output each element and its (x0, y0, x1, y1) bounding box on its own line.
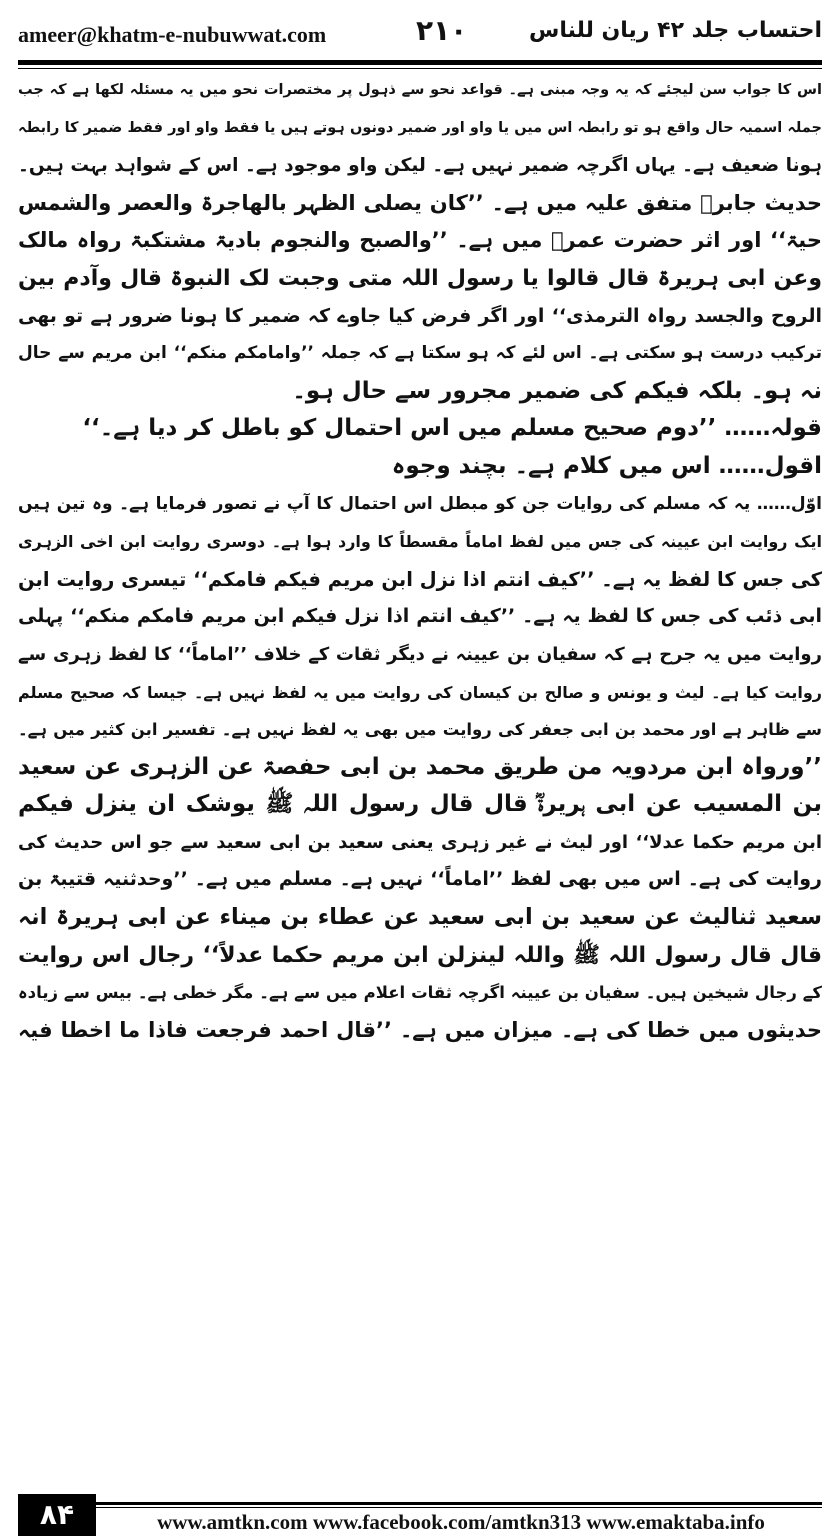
text-line: روایت کیا ہے۔ لیث و یونس و صالح بن کیسان کی روایت میں یہ لفظ نہیں ہے۔ جیسا کہ صحیح مسلم (18, 682, 822, 702)
text-line: ابن مریم حکما عدلا‘‘ اور لیث نے غیر زہری یعنی سعید بن ابی سعید سے جو اس حدیث کی (18, 831, 822, 853)
text-line: اس کا جواب سن لیجئے کہ یہ وجہ مبنی ہے۔ قواعد نحو سے ذہول پر مختصرات نحو میں یہ مسئلہ لکھا ہے کہ جب (18, 82, 822, 98)
text-line: سے ظاہر ہے اور محمد بن ابی جعفر کی روایت میں بھی یہ لفظ نہیں ہے۔ تفسیر ابن کثیر میں ہے۔ (18, 720, 822, 740)
footer-page-number: ۸۴ (18, 1494, 96, 1536)
footer-rule-thin (96, 1507, 822, 1508)
text-line: ایک روایت ابن عیینہ کی جس میں لفظ اماماً مقسطاً کا وارد ہوا ہے۔ دوسری روایت ابن اخی الزہری (18, 532, 822, 552)
text-line: ابی ذئب کی جس کا لفظ یہ ہے۔ ’’کیف انتم اذا نزل فیکم ابن مریم فامکم منکم‘‘ پہلی (18, 605, 822, 628)
page-header (18, 14, 822, 58)
header-rule-thick (18, 60, 822, 65)
text-line: سعید ثنالیث عن سعید بن ابی سعید عن عطاء بن میناء عن ابی ہریرۃ انہ (18, 904, 822, 931)
header-title: احتساب جلد ۴۲ ریان للناس (529, 18, 822, 43)
footer-rule-thick (96, 1502, 822, 1505)
text-line: حیۃ‘‘ اور اثر حضرت عمرؓ میں ہے۔ ’’والصبح والنجوم بادیۃ مشتکبۃ رواہ مالک (18, 228, 822, 253)
text-line: روایت کی ہے۔ اس میں بھی لفظ ’’اماماً‘‘ نہیں ہے۔ مسلم میں ہے۔ ’’وحدثنیہ قتیبۃ بن (18, 868, 822, 891)
header-rule-thin (18, 68, 822, 69)
text-line: نہ ہو۔ بلکہ فیکم کی ضمیر مجرور سے حال ہو۔ (292, 377, 822, 404)
text-line: ترکیب درست ہو سکتی ہے۔ اس لئے کہ ہو سکتا ہے کہ جملہ ’’وامامکم منکم‘‘ ابن مریم سے حال (18, 343, 822, 364)
text-line: حدیثوں میں خطا کی ہے۔ میزان میں ہے۔ ’’قال احمد فرجعت فاذا ما اخطا فیہ (18, 1017, 822, 1042)
text-line: کے رجال شیخین ہیں۔ سفیان بن عیینہ اگرچہ ثقات اعلام میں سے ہے۔ مگر خطی ہے۔ بیس سے زیادہ (18, 983, 822, 1003)
text-line: بن المسیب عن ابی ہریرۃؓ قال قال رسول اللہ ﷺ یوشک ان ینزل فیکم (18, 791, 822, 818)
page-footer (0, 1494, 840, 1540)
text-line: ’’ورواہ ابن مردویہ من طریق محمد بن ابی حفصۃ عن الزہری عن سعید (18, 753, 822, 780)
page-body (18, 72, 822, 1490)
text-line: کی جس کا لفظ یہ ہے۔ ’’کیف انتم اذا نزل ابن مریم فیکم فامکم‘‘ تیسری روایت ابن (18, 567, 822, 591)
text-line: جملہ اسمیہ حال واقع ہو تو رابطہ اس میں یا واو اور ضمیر دونوں ہوتے ہیں یا فقط واو اور فقط ضمیر کا رابطہ (18, 119, 822, 136)
footer-urls: www.amtkn.com www.facebook.com/amtkn313 www.emaktaba.info (157, 1510, 765, 1534)
text-line: اوّل…… یہ کہ مسلم کی روایات جن کو مبطل اس احتمال کا آپ نے تصور فرمایا ہے۔ وہ تین ہیں (18, 493, 822, 514)
text-line: روایت میں یہ جرح ہے کہ سفیان بن عیینہ نے دیگر ثقات کے خلاف ’’اماماً‘‘ کا لفظ زہری سے (18, 643, 822, 665)
text-line: الروح والجسد رواہ الترمذی‘‘ اور اگر فرض کیا جاوے کہ ضمیر کا ہونا ضرور ہے تو بھی (18, 304, 822, 327)
header-email: ameer@khatm-e-nubuwwat.com (18, 22, 327, 47)
text-line: وعن ابی ہریرۃ قال قالوا یا رسول اللہ متی وجبت لک النبوۃ قال وآدم بین (18, 265, 822, 291)
text-line: حدیث جابرؓ متفق علیہ میں ہے۔ ’’کان یصلی الظہر بالھاجرۃ والعصر والشمس (18, 190, 822, 215)
text-line: ہونا ضعیف ہے۔ یہاں اگرچہ ضمیر نہیں ہے۔ لیکن واو موجود ہے۔ اس کے شواہد بہت ہیں۔ (18, 155, 822, 177)
reply-line: اقول…… اس میں کلام ہے۔ بچند وجوہ (391, 452, 822, 479)
header-page-number: ۲۱۰ (416, 14, 468, 47)
text-line: قال قال رسول اللہ ﷺ واللہ لینزلن ابن مریم حکما عدلاً‘‘ رجال اس روایت (18, 942, 822, 968)
quote-line: قولہ…… ’’دوم صحیح مسلم میں اس احتمال کو باطل کر دیا ہے۔‘‘ (82, 415, 822, 442)
